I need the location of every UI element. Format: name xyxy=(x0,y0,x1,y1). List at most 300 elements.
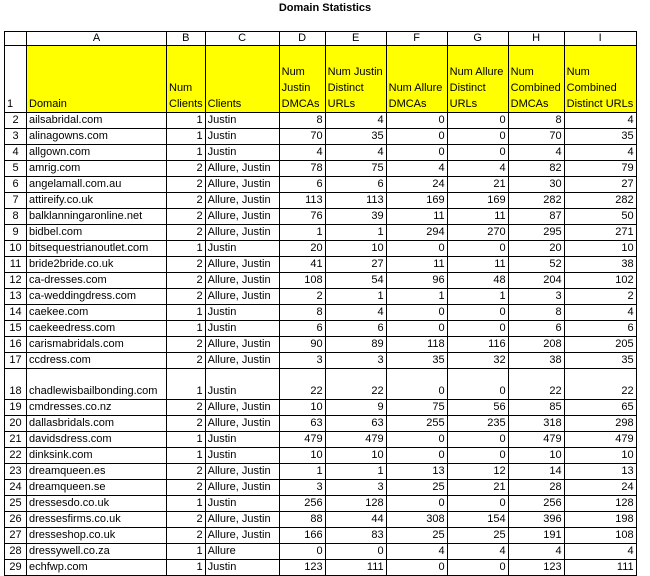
table-row xyxy=(5,400,637,416)
table-row xyxy=(5,145,637,161)
cell-combined-dmcas: 479 xyxy=(508,432,564,448)
cell-allure-urls: 56 xyxy=(447,400,508,416)
row-number: 25 xyxy=(5,496,27,512)
cell-combined-urls: 205 xyxy=(564,337,636,353)
cell-clients: Justin xyxy=(205,321,279,337)
table-row xyxy=(5,337,637,353)
cell-combined-dmcas: 20 xyxy=(508,241,564,257)
cell-justin-urls: 479 xyxy=(325,432,386,448)
cell-allure-dmcas: 0 xyxy=(386,305,447,321)
column-letter: C xyxy=(205,32,279,46)
column-letter: A xyxy=(27,32,167,46)
cell-allure-dmcas: 308 xyxy=(386,512,447,528)
cell-num-clients: 1 xyxy=(167,305,206,321)
cell-clients: Justin xyxy=(205,129,279,145)
cell-clients: Justin xyxy=(205,560,279,576)
cell-num-clients: 2 xyxy=(167,209,206,225)
cell-combined-urls: 50 xyxy=(564,209,636,225)
cell-justin-dmcas: 8 xyxy=(279,305,325,321)
cell-num-clients: 2 xyxy=(167,273,206,289)
cell-justin-urls: 35 xyxy=(325,129,386,145)
cell-allure-urls: 21 xyxy=(447,177,508,193)
cell-allure-dmcas: 0 xyxy=(386,448,447,464)
row-number: 7 xyxy=(5,193,27,209)
cell-clients: Allure, Justin xyxy=(205,512,279,528)
cell-num-clients: 2 xyxy=(167,416,206,432)
cell-allure-dmcas: 169 xyxy=(386,193,447,209)
cell-combined-urls: 10 xyxy=(564,448,636,464)
cell-allure-dmcas: 25 xyxy=(386,528,447,544)
table-row xyxy=(5,480,637,496)
row-number: 17 xyxy=(5,353,27,369)
cell-allure-dmcas: 4 xyxy=(386,544,447,560)
cell-domain: caekee.com xyxy=(27,305,167,321)
header-combined-urls: Num Combined Distinct URLs xyxy=(564,46,636,113)
cell-allure-dmcas: 0 xyxy=(386,129,447,145)
row-number: 29 xyxy=(5,560,27,576)
cell-justin-urls: 1 xyxy=(325,464,386,480)
cell-justin-dmcas: 166 xyxy=(279,528,325,544)
cell-domain: bidbel.com xyxy=(27,225,167,241)
column-letter: G xyxy=(447,32,508,46)
cell-justin-dmcas: 1 xyxy=(279,225,325,241)
cell-combined-dmcas: 295 xyxy=(508,225,564,241)
row-number: 21 xyxy=(5,432,27,448)
cell-domain: dinksink.com xyxy=(27,448,167,464)
cell-combined-dmcas: 87 xyxy=(508,209,564,225)
cell-justin-urls: 10 xyxy=(325,241,386,257)
cell-justin-dmcas: 6 xyxy=(279,177,325,193)
cell-clients: Allure, Justin xyxy=(205,353,279,369)
cell-justin-urls: 6 xyxy=(325,177,386,193)
cell-justin-dmcas: 113 xyxy=(279,193,325,209)
cell-justin-dmcas: 63 xyxy=(279,416,325,432)
cell-num-clients: 1 xyxy=(167,369,206,400)
row-number: 13 xyxy=(5,289,27,305)
cell-allure-urls: 270 xyxy=(447,225,508,241)
cell-domain: amrig.com xyxy=(27,161,167,177)
cell-combined-urls: 298 xyxy=(564,416,636,432)
row-number: 11 xyxy=(5,257,27,273)
cell-domain: cmdresses.co.nz xyxy=(27,400,167,416)
cell-combined-dmcas: 204 xyxy=(508,273,564,289)
cell-allure-dmcas: 11 xyxy=(386,209,447,225)
cell-clients: Justin xyxy=(205,305,279,321)
cell-allure-urls: 0 xyxy=(447,113,508,129)
table-row xyxy=(5,113,637,129)
table-row xyxy=(5,241,637,257)
cell-combined-urls: 6 xyxy=(564,321,636,337)
table-row xyxy=(5,512,637,528)
cell-num-clients: 2 xyxy=(167,225,206,241)
table-row xyxy=(5,273,637,289)
cell-justin-dmcas: 3 xyxy=(279,480,325,496)
cell-justin-dmcas: 10 xyxy=(279,400,325,416)
table-row xyxy=(5,129,637,145)
cell-clients: Justin xyxy=(205,432,279,448)
cell-clients: Allure, Justin xyxy=(205,209,279,225)
cell-combined-dmcas: 10 xyxy=(508,448,564,464)
cell-combined-dmcas: 191 xyxy=(508,528,564,544)
cell-allure-dmcas: 11 xyxy=(386,257,447,273)
cell-allure-urls: 11 xyxy=(447,257,508,273)
row-number: 4 xyxy=(5,145,27,161)
cell-num-clients: 2 xyxy=(167,177,206,193)
table-row xyxy=(5,305,637,321)
cell-domain: ca-dresses.com xyxy=(27,273,167,289)
cell-allure-dmcas: 0 xyxy=(386,560,447,576)
cell-justin-urls: 75 xyxy=(325,161,386,177)
table-row xyxy=(5,496,637,512)
cell-combined-dmcas: 396 xyxy=(508,512,564,528)
row-number: 1 xyxy=(5,46,27,113)
cell-allure-dmcas: 75 xyxy=(386,400,447,416)
cell-allure-urls: 0 xyxy=(447,321,508,337)
row-number: 20 xyxy=(5,416,27,432)
cell-combined-urls: 479 xyxy=(564,432,636,448)
cell-combined-urls: 128 xyxy=(564,496,636,512)
cell-allure-dmcas: 0 xyxy=(386,113,447,129)
cell-num-clients: 1 xyxy=(167,129,206,145)
cell-allure-dmcas: 255 xyxy=(386,416,447,432)
column-letter: E xyxy=(325,32,386,46)
table-row xyxy=(5,177,637,193)
cell-combined-dmcas: 6 xyxy=(508,321,564,337)
cell-justin-urls: 39 xyxy=(325,209,386,225)
cell-allure-urls: 154 xyxy=(447,512,508,528)
row-number: 10 xyxy=(5,241,27,257)
cell-clients: Allure, Justin xyxy=(205,273,279,289)
cell-combined-urls: 4 xyxy=(564,113,636,129)
cell-combined-dmcas: 14 xyxy=(508,464,564,480)
column-letter: B xyxy=(167,32,206,46)
cell-num-clients: 2 xyxy=(167,193,206,209)
cell-clients: Allure, Justin xyxy=(205,528,279,544)
cell-justin-urls: 89 xyxy=(325,337,386,353)
cell-domain: dreamqueen.es xyxy=(27,464,167,480)
cell-justin-dmcas: 88 xyxy=(279,512,325,528)
cell-justin-dmcas: 1 xyxy=(279,464,325,480)
cell-allure-urls: 11 xyxy=(447,209,508,225)
cell-domain: ailsabridal.com xyxy=(27,113,167,129)
cell-combined-urls: 38 xyxy=(564,257,636,273)
row-number: 24 xyxy=(5,480,27,496)
cell-combined-dmcas: 256 xyxy=(508,496,564,512)
table-row xyxy=(5,432,637,448)
cell-justin-dmcas: 123 xyxy=(279,560,325,576)
cell-combined-urls: 27 xyxy=(564,177,636,193)
cell-domain: ccdress.com xyxy=(27,353,167,369)
cell-combined-urls: 198 xyxy=(564,512,636,528)
cell-num-clients: 1 xyxy=(167,448,206,464)
cell-justin-dmcas: 90 xyxy=(279,337,325,353)
cell-num-clients: 2 xyxy=(167,400,206,416)
cell-allure-dmcas: 35 xyxy=(386,353,447,369)
cell-domain: davidsdress.com xyxy=(27,432,167,448)
cell-domain: bride2bride.co.uk xyxy=(27,257,167,273)
cell-domain: ca-weddingdress.com xyxy=(27,289,167,305)
cell-num-clients: 1 xyxy=(167,560,206,576)
row-number: 19 xyxy=(5,400,27,416)
cell-allure-dmcas: 0 xyxy=(386,321,447,337)
cell-clients: Allure, Justin xyxy=(205,480,279,496)
cell-combined-dmcas: 38 xyxy=(508,353,564,369)
cell-allure-dmcas: 0 xyxy=(386,496,447,512)
cell-justin-urls: 4 xyxy=(325,145,386,161)
table-row xyxy=(5,464,637,480)
cell-combined-dmcas: 85 xyxy=(508,400,564,416)
cell-num-clients: 1 xyxy=(167,496,206,512)
cell-combined-dmcas: 4 xyxy=(508,145,564,161)
cell-combined-dmcas: 3 xyxy=(508,289,564,305)
cell-allure-urls: 12 xyxy=(447,464,508,480)
cell-justin-urls: 128 xyxy=(325,496,386,512)
table-row xyxy=(5,193,637,209)
cell-num-clients: 1 xyxy=(167,241,206,257)
cell-num-clients: 1 xyxy=(167,321,206,337)
cell-num-clients: 2 xyxy=(167,528,206,544)
cell-allure-urls: 4 xyxy=(447,161,508,177)
cell-allure-urls: 0 xyxy=(447,448,508,464)
cell-allure-urls: 0 xyxy=(447,560,508,576)
cell-num-clients: 2 xyxy=(167,353,206,369)
header-combined-dmcas: Num Combined DMCAs xyxy=(508,46,564,113)
cell-domain: alinagowns.com xyxy=(27,129,167,145)
cell-allure-urls: 0 xyxy=(447,145,508,161)
cell-allure-dmcas: 25 xyxy=(386,480,447,496)
cell-clients: Justin xyxy=(205,241,279,257)
cell-combined-urls: 4 xyxy=(564,305,636,321)
cell-combined-urls: 271 xyxy=(564,225,636,241)
cell-clients: Allure xyxy=(205,544,279,560)
cell-domain: attireify.co.uk xyxy=(27,193,167,209)
table-row xyxy=(5,257,637,273)
cell-num-clients: 1 xyxy=(167,113,206,129)
cell-combined-dmcas: 123 xyxy=(508,560,564,576)
cell-justin-dmcas: 2 xyxy=(279,289,325,305)
row-number: 6 xyxy=(5,177,27,193)
cell-combined-urls: 35 xyxy=(564,353,636,369)
cell-combined-dmcas: 208 xyxy=(508,337,564,353)
cell-combined-urls: 4 xyxy=(564,544,636,560)
cell-justin-urls: 4 xyxy=(325,305,386,321)
cell-allure-urls: 48 xyxy=(447,273,508,289)
cell-clients: Allure, Justin xyxy=(205,416,279,432)
cell-allure-urls: 32 xyxy=(447,353,508,369)
cell-domain: dressesfirms.co.uk xyxy=(27,512,167,528)
cell-justin-urls: 1 xyxy=(325,289,386,305)
cell-allure-dmcas: 0 xyxy=(386,145,447,161)
cell-allure-dmcas: 24 xyxy=(386,177,447,193)
cell-justin-dmcas: 6 xyxy=(279,321,325,337)
cell-domain: chadlewisbailbonding.com xyxy=(27,369,167,400)
cell-combined-dmcas: 70 xyxy=(508,129,564,145)
cell-combined-urls: 22 xyxy=(564,369,636,400)
cell-combined-urls: 35 xyxy=(564,129,636,145)
cell-justin-urls: 3 xyxy=(325,353,386,369)
cell-justin-dmcas: 41 xyxy=(279,257,325,273)
cell-clients: Justin xyxy=(205,369,279,400)
cell-justin-dmcas: 22 xyxy=(279,369,325,400)
cell-combined-dmcas: 52 xyxy=(508,257,564,273)
cell-combined-dmcas: 22 xyxy=(508,369,564,400)
header-allure-dmcas: Num Allure DMCAs xyxy=(386,46,447,113)
cell-allure-dmcas: 294 xyxy=(386,225,447,241)
cell-num-clients: 2 xyxy=(167,480,206,496)
cell-justin-urls: 113 xyxy=(325,193,386,209)
table-row xyxy=(5,321,637,337)
cell-allure-urls: 0 xyxy=(447,432,508,448)
cell-domain: dallasbridals.com xyxy=(27,416,167,432)
cell-combined-dmcas: 28 xyxy=(508,480,564,496)
cell-allure-dmcas: 4 xyxy=(386,161,447,177)
cell-justin-urls: 63 xyxy=(325,416,386,432)
table-row xyxy=(5,209,637,225)
row-number: 26 xyxy=(5,512,27,528)
cell-allure-dmcas: 118 xyxy=(386,337,447,353)
cell-justin-urls: 3 xyxy=(325,480,386,496)
cell-allure-urls: 0 xyxy=(447,129,508,145)
cell-clients: Justin xyxy=(205,145,279,161)
row-number: 12 xyxy=(5,273,27,289)
domain-statistics-table xyxy=(4,31,637,576)
cell-allure-urls: 0 xyxy=(447,369,508,400)
cell-justin-urls: 1 xyxy=(325,225,386,241)
cell-combined-urls: 24 xyxy=(564,480,636,496)
cell-num-clients: 2 xyxy=(167,512,206,528)
table-row xyxy=(5,289,637,305)
cell-combined-urls: 282 xyxy=(564,193,636,209)
cell-justin-urls: 10 xyxy=(325,448,386,464)
cell-num-clients: 1 xyxy=(167,544,206,560)
cell-allure-urls: 21 xyxy=(447,480,508,496)
cell-clients: Allure, Justin xyxy=(205,400,279,416)
cell-justin-dmcas: 70 xyxy=(279,129,325,145)
cell-combined-urls: 13 xyxy=(564,464,636,480)
cell-combined-urls: 79 xyxy=(564,161,636,177)
cell-allure-urls: 1 xyxy=(447,289,508,305)
cell-allure-dmcas: 0 xyxy=(386,241,447,257)
header-justin-dmcas: Num Justin DMCAs xyxy=(279,46,325,113)
column-letter: H xyxy=(508,32,564,46)
cell-allure-urls: 25 xyxy=(447,528,508,544)
cell-num-clients: 2 xyxy=(167,161,206,177)
cell-domain: caekeedress.com xyxy=(27,321,167,337)
cell-allure-urls: 0 xyxy=(447,241,508,257)
row-number: 14 xyxy=(5,305,27,321)
cell-num-clients: 2 xyxy=(167,337,206,353)
column-letter: F xyxy=(386,32,447,46)
table-row xyxy=(5,353,637,369)
cell-combined-urls: 10 xyxy=(564,241,636,257)
cell-justin-urls: 22 xyxy=(325,369,386,400)
cell-domain: dressywell.co.za xyxy=(27,544,167,560)
cell-clients: Justin xyxy=(205,496,279,512)
cell-justin-dmcas: 20 xyxy=(279,241,325,257)
cell-clients: Allure, Justin xyxy=(205,337,279,353)
cell-justin-urls: 6 xyxy=(325,321,386,337)
header-num-clients: Num Clients xyxy=(167,46,206,113)
header-allure-urls: Num Allure Distinct URLs xyxy=(447,46,508,113)
row-number: 27 xyxy=(5,528,27,544)
cell-justin-urls: 83 xyxy=(325,528,386,544)
cell-clients: Allure, Justin xyxy=(205,161,279,177)
row-number: 22 xyxy=(5,448,27,464)
cell-combined-urls: 108 xyxy=(564,528,636,544)
row-number: 28 xyxy=(5,544,27,560)
cell-allure-urls: 0 xyxy=(447,496,508,512)
cell-clients: Allure, Justin xyxy=(205,177,279,193)
page-title: Domain Statistics xyxy=(278,2,372,14)
cell-allure-dmcas: 96 xyxy=(386,273,447,289)
table-row xyxy=(5,528,637,544)
cell-allure-dmcas: 0 xyxy=(386,369,447,400)
cell-justin-dmcas: 256 xyxy=(279,496,325,512)
cell-allure-urls: 116 xyxy=(447,337,508,353)
cell-allure-urls: 169 xyxy=(447,193,508,209)
corner-cell xyxy=(5,32,27,46)
cell-combined-dmcas: 82 xyxy=(508,161,564,177)
cell-justin-urls: 0 xyxy=(325,544,386,560)
column-letter: I xyxy=(564,32,636,46)
column-letter-row xyxy=(5,32,637,46)
cell-clients: Allure, Justin xyxy=(205,193,279,209)
cell-combined-urls: 4 xyxy=(564,145,636,161)
cell-allure-urls: 4 xyxy=(447,544,508,560)
table-row xyxy=(5,369,637,400)
cell-justin-dmcas: 479 xyxy=(279,432,325,448)
cell-allure-urls: 235 xyxy=(447,416,508,432)
cell-num-clients: 2 xyxy=(167,464,206,480)
cell-allure-dmcas: 0 xyxy=(386,432,447,448)
cell-domain: dresseshop.co.uk xyxy=(27,528,167,544)
row-number: 15 xyxy=(5,321,27,337)
cell-allure-dmcas: 1 xyxy=(386,289,447,305)
cell-combined-urls: 102 xyxy=(564,273,636,289)
cell-clients: Allure, Justin xyxy=(205,464,279,480)
cell-num-clients: 2 xyxy=(167,289,206,305)
table-row xyxy=(5,225,637,241)
cell-clients: Justin xyxy=(205,448,279,464)
cell-combined-dmcas: 282 xyxy=(508,193,564,209)
cell-justin-urls: 4 xyxy=(325,113,386,129)
row-number: 3 xyxy=(5,129,27,145)
cell-num-clients: 1 xyxy=(167,432,206,448)
cell-domain: balklanningaronline.net xyxy=(27,209,167,225)
cell-domain: echfwp.com xyxy=(27,560,167,576)
table-row xyxy=(5,161,637,177)
table-row xyxy=(5,544,637,560)
cell-domain: dreamqueen.se xyxy=(27,480,167,496)
column-letter: D xyxy=(279,32,325,46)
cell-domain: dressesdo.co.uk xyxy=(27,496,167,512)
cell-justin-dmcas: 10 xyxy=(279,448,325,464)
cell-justin-urls: 44 xyxy=(325,512,386,528)
table-row xyxy=(5,560,637,576)
cell-justin-dmcas: 76 xyxy=(279,209,325,225)
row-number: 2 xyxy=(5,113,27,129)
row-number: 16 xyxy=(5,337,27,353)
row-number: 18 xyxy=(5,369,27,400)
cell-justin-dmcas: 4 xyxy=(279,145,325,161)
table-row xyxy=(5,448,637,464)
cell-justin-dmcas: 78 xyxy=(279,161,325,177)
table-row xyxy=(5,416,637,432)
cell-domain: carismabridals.com xyxy=(27,337,167,353)
cell-justin-urls: 9 xyxy=(325,400,386,416)
cell-clients: Allure, Justin xyxy=(205,289,279,305)
cell-justin-urls: 27 xyxy=(325,257,386,273)
